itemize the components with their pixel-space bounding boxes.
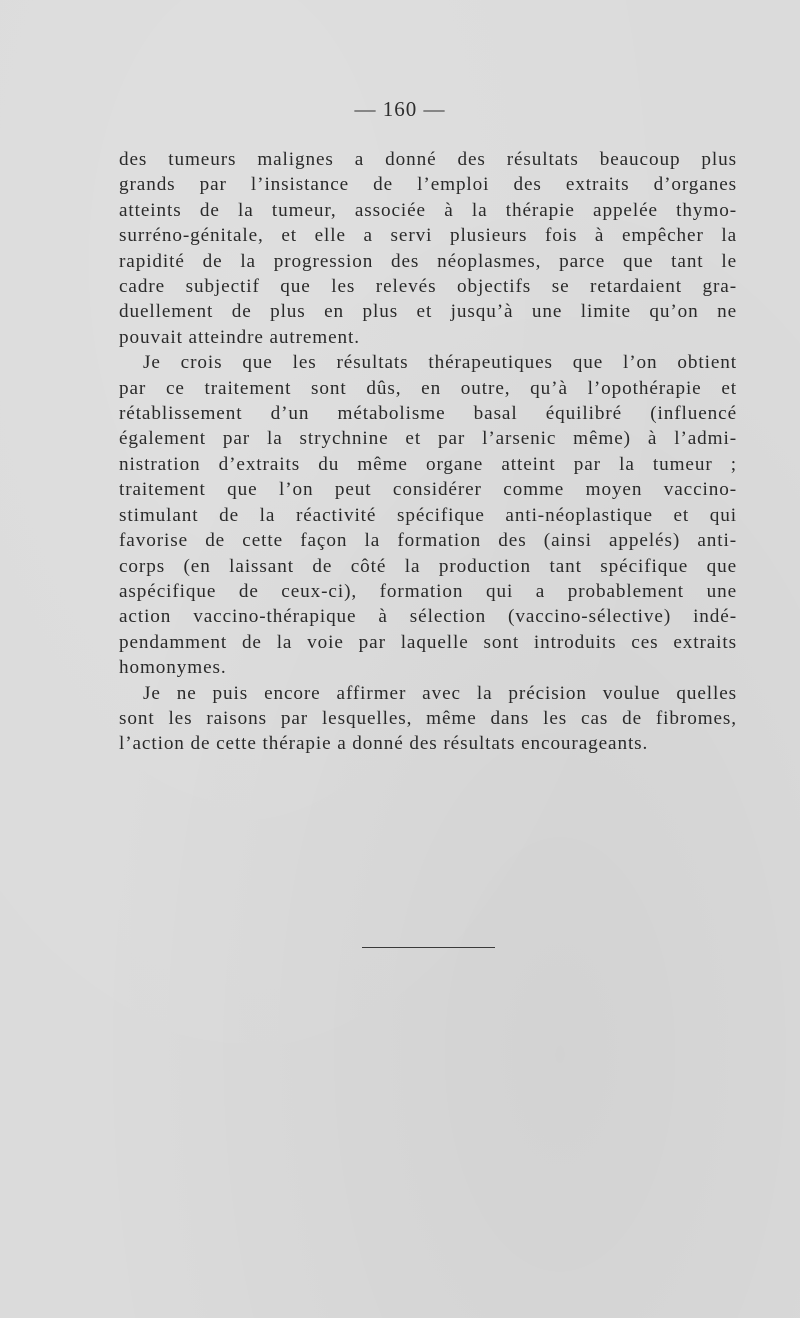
text-line: rapidité de la progression des néoplasmes, parce que tant le [119, 250, 737, 272]
text-line: corps (en laissant de côté la production tant spécifique que [119, 555, 737, 577]
text-line: favorise de cette façon la formation des (ainsi appelés) anti- [119, 530, 737, 552]
text-line: l’action de cette thérapie a donné des résultats encourageants. [119, 733, 649, 755]
paragraph-3 [119, 681, 737, 757]
text-line: surréno-génitale, et elle a servi plusieurs fois à empêcher la [119, 225, 737, 247]
text-line: aspécifique de ceux-ci), formation qui a probablement une [119, 580, 737, 602]
text-line: Je ne puis encore affirmer avec la précision voulue quelles [143, 682, 737, 704]
text-line: Je crois que les résultats thérapeutiques que l’on obtient [143, 352, 737, 374]
page-number: — 160 — [354, 97, 446, 121]
paragraph-2 [119, 350, 737, 680]
text-line: sont les raisons par lesquelles, même dans les cas de fibromes, [119, 707, 737, 729]
text-line: grands par l’insistance de l’emploi des extraits d’organes [119, 174, 737, 196]
text-line: rétablissement d’un métabolisme basal équilibré (influencé [119, 403, 737, 425]
text-line: homonymes. [119, 657, 227, 679]
text-line: traitement que l’on peut considérer comme moyen vaccino- [119, 479, 737, 501]
text-line: stimulant de la réactivité spécifique anti-néoplastique et qui [119, 504, 737, 526]
text-line: cadre subjectif que les relevés objectifs se retardaient gra- [119, 276, 737, 298]
text-line: action vaccino-thérapique à sélection (vaccino-sélective) indé- [119, 606, 737, 628]
text-line: pendamment de la voie par laquelle sont introduits ces extraits [119, 631, 737, 653]
body-text [119, 147, 737, 757]
text-line: duellement de plus en plus et jusqu’à une limite qu’on ne [119, 301, 737, 323]
text-line: pouvait atteindre autrement. [119, 326, 360, 348]
text-line: par ce traitement sont dûs, en outre, qu’à l’opothérapie et [119, 377, 737, 399]
end-of-section-rule [362, 947, 495, 948]
text-line: atteints de la tumeur, associée à la thérapie appelée thymo- [119, 199, 737, 221]
text-line: nistration d’extraits du même organe atteint par la tumeur ; [119, 453, 737, 475]
text-line: également par la strychnine et par l’arsenic même) à l’admi- [119, 428, 737, 450]
text-line: des tumeurs malignes a donné des résultats beaucoup plus [119, 149, 737, 170]
paragraph-1 [119, 147, 737, 350]
